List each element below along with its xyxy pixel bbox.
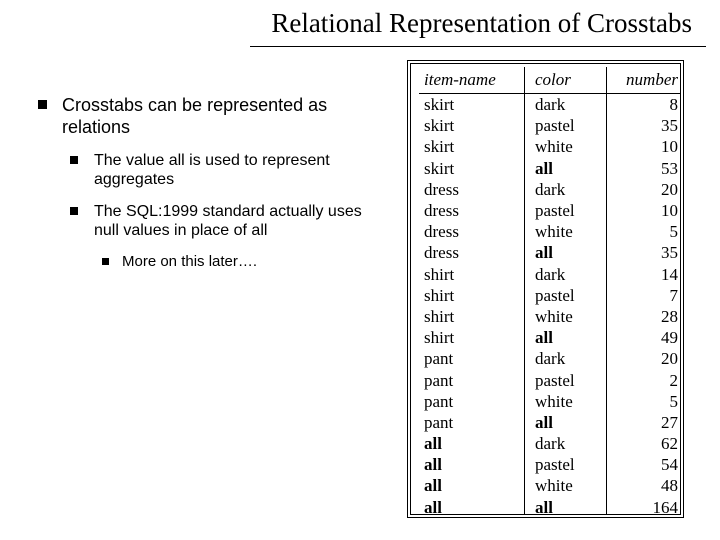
square-bullet-icon [70,156,78,164]
cell-item-name: dress [419,221,524,242]
table-row [419,497,680,515]
cell-item-name: pant [419,412,524,433]
table-row [419,369,680,390]
cell-number: 164 [652,497,678,515]
table-header-row [419,67,680,94]
table-row [419,94,680,116]
cell-number: 27 [661,412,678,432]
cell-color: dark [524,264,606,285]
cell-color: white [524,391,606,412]
cell-color: white [524,475,606,496]
cell-number: 48 [661,476,678,496]
table-row [419,136,680,157]
cell-number: 14 [661,264,678,284]
table-row [419,327,680,348]
cell-color: all [524,497,606,515]
cell-item-name: shirt [419,264,524,285]
table-row [419,475,680,496]
cell-color: white [524,136,606,157]
header-number: number [607,67,680,94]
cell-color: pastel [524,115,606,136]
table-row [419,242,680,263]
cell-number: 54 [661,455,678,475]
cell-number: 20 [661,349,678,369]
cell-item-name: all [419,433,524,454]
cell-color: white [524,306,606,327]
cell-color: pastel [524,369,606,390]
table-row [419,264,680,285]
cell-item-name: shirt [419,306,524,327]
header-color: color [524,67,606,94]
square-bullet-icon [102,258,109,265]
cell-number: 5 [669,391,678,411]
cell-item-name: all [419,454,524,475]
table-row [419,433,680,454]
table-row [419,221,680,242]
cell-color: all [524,327,606,348]
table-body [419,94,680,516]
cell-number: 35 [661,116,678,136]
bullet-list [38,94,368,271]
square-bullet-icon [70,207,78,215]
cell-color: all [524,242,606,263]
cell-number: 28 [661,306,678,326]
cell-number: 53 [661,158,678,178]
bullet-level1 [38,94,368,138]
table-row [419,179,680,200]
cell-number: 62 [661,434,678,454]
cell-item-name: pant [419,348,524,369]
cell-item-name: skirt [419,94,524,116]
cell-color: dark [524,179,606,200]
table-row [419,412,680,433]
table-row [419,391,680,412]
table-row [419,306,680,327]
cell-number: 2 [669,370,678,390]
bullet-level3 [102,253,368,271]
cell-color: white [524,221,606,242]
table-row [419,200,680,221]
square-bullet-icon [38,100,47,109]
cell-item-name: skirt [419,136,524,157]
bullet-level2 [70,151,368,189]
table-row [419,158,680,179]
cell-item-name: shirt [419,285,524,306]
crosstab-table-inner-frame [410,63,681,515]
cell-color: all [524,158,606,179]
cell-item-name: pant [419,391,524,412]
bullet-text-more-later: More on this later…. [122,253,258,270]
cell-number: 35 [661,243,678,263]
cell-item-name: dress [419,179,524,200]
bullet-text-value-all: The value all is used to represent aggregates [94,152,330,188]
cell-number: 7 [669,285,678,305]
table-row [419,454,680,475]
title-underline [250,46,706,47]
cell-item-name: pant [419,369,524,390]
bullet-text-sql1999: The SQL:1999 standard actually uses null values in place of all [94,203,362,239]
cell-item-name: dress [419,200,524,221]
slide-title: Relational Representation of Crosstabs [271,8,692,38]
cell-color: dark [524,348,606,369]
cell-color: dark [524,94,606,116]
cell-color: pastel [524,200,606,221]
header-item-name: item-name [419,67,524,94]
cell-item-name: shirt [419,327,524,348]
bullet-text-crosstabs: Crosstabs can be represented as relations [62,95,328,137]
cell-color: pastel [524,285,606,306]
cell-color: pastel [524,454,606,475]
table-row [419,285,680,306]
table-row [419,348,680,369]
cell-number: 10 [661,201,678,221]
cell-color: all [524,412,606,433]
cell-number: 5 [669,222,678,242]
cell-item-name: dress [419,242,524,263]
cell-item-name: skirt [419,158,524,179]
cell-number: 8 [669,95,678,115]
cell-item-name: all [419,475,524,496]
crosstab-relation-table [419,67,680,515]
crosstab-table-frame [407,60,684,518]
cell-number: 10 [661,137,678,157]
cell-item-name: skirt [419,115,524,136]
table-row [419,115,680,136]
cell-color: dark [524,433,606,454]
cell-item-name: all [419,497,524,515]
bullet-level2 [70,202,368,240]
cell-number: 20 [661,179,678,199]
cell-number: 49 [661,328,678,348]
